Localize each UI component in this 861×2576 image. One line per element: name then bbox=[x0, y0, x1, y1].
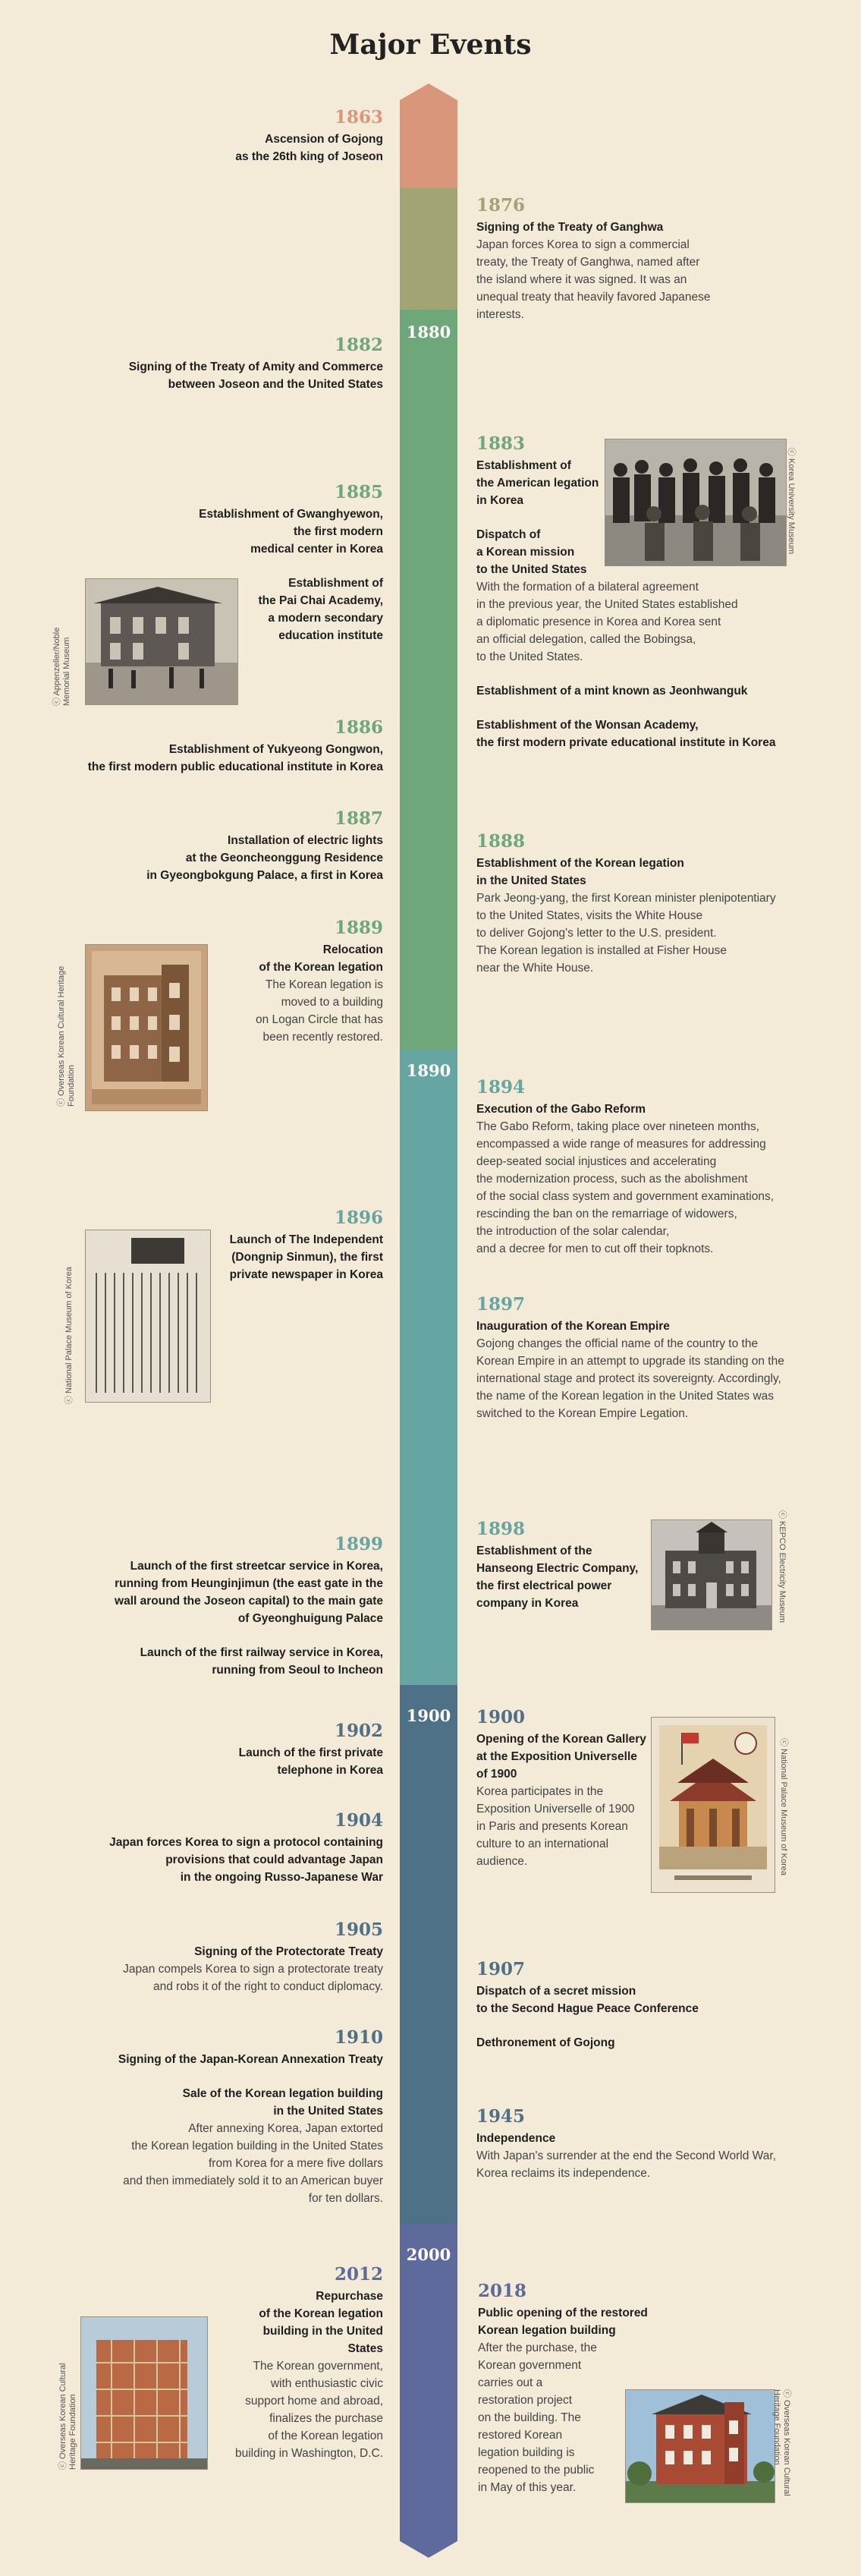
photo-credit: ⓒ National Palace Museum of Korea bbox=[64, 1267, 74, 1404]
event-heading: Signing of the Protectorate Treaty bbox=[194, 1945, 383, 1958]
photo-pai-chai-academy bbox=[85, 578, 238, 705]
event-heading: Dispatch of a Korean mission to the United States bbox=[476, 528, 587, 576]
event-1894 bbox=[476, 1076, 774, 1258]
year-label: 1863 bbox=[334, 107, 383, 128]
event-heading: Installation of electric lights at the Geoncheonggung Residence in Gyeongbokgung Palace, a first in Korea bbox=[146, 834, 383, 882]
event-1898 bbox=[476, 1518, 638, 1612]
bar-segment-2000 bbox=[400, 2224, 457, 2558]
year-label: 1894 bbox=[476, 1077, 526, 1097]
photo-credit: ⓒ KEPCO Electricity Museum bbox=[778, 1510, 787, 1623]
photo-legation-under-restoration bbox=[80, 2316, 208, 2470]
bar-segment-1863 bbox=[400, 83, 457, 188]
event-body: After annexing Korea, Japan extorted the Korean legation building in the United States from Korea for a mere five dollars and then immediately sold it to an American buyer for ten dollars. bbox=[123, 2122, 383, 2205]
event-1876 bbox=[476, 194, 711, 323]
year-label: 1905 bbox=[334, 1919, 383, 1940]
event-heading: Independence bbox=[476, 2132, 556, 2145]
photo-restored-legation-building bbox=[625, 2389, 775, 2503]
event-1910 bbox=[118, 2026, 383, 2207]
event-body: Japan forces Korea to sign a commercial treaty, the Treaty of Ganghwa, named after the island where it was signed. It was an unequal treaty that heavily favored Japanese interests. bbox=[476, 238, 711, 321]
event-1945 bbox=[476, 2105, 776, 2182]
event-1896 bbox=[230, 1207, 383, 1283]
event-1904 bbox=[109, 1809, 383, 1886]
photo-credit: ⓒ Overseas Korean Cultural Heritage Foundation bbox=[57, 965, 76, 1107]
event-heading: Establishment of the American legation in Korea bbox=[476, 459, 599, 507]
event-heading: Execution of the Gabo Reform bbox=[476, 1103, 646, 1116]
era-label-1900: 1900 bbox=[406, 1706, 451, 1725]
event-2012 bbox=[235, 2263, 383, 2462]
year-label: 1887 bbox=[334, 808, 383, 829]
event-heading: Establishment of the Wonsan Academy, the first modern private educational institute in Korea bbox=[476, 719, 776, 749]
event-heading: Launch of the first railway service in Korea, running from Seoul to Incheon bbox=[140, 1646, 383, 1677]
photo-logan-circle-building bbox=[85, 944, 208, 1111]
photo-the-independent-newspaper bbox=[85, 1230, 211, 1403]
event-1897 bbox=[476, 1293, 784, 1422]
year-label: 1897 bbox=[476, 1294, 526, 1315]
year-label: 2012 bbox=[334, 2264, 383, 2285]
year-label: 1886 bbox=[334, 717, 383, 738]
event-1899 bbox=[115, 1533, 383, 1679]
year-label: 2018 bbox=[478, 2281, 527, 2301]
event-heading: Public opening of the restored Korean legation building bbox=[478, 2307, 648, 2337]
event-body: Korea participates in the Exposition Universelle of 1900 in Paris and presents Korean culture to an international audience. bbox=[476, 1785, 635, 1868]
event-1907 bbox=[476, 1958, 699, 2052]
event-body: The Korean government, with enthusiastic civic support home and abroad, finalizes the purchase of the Korean legation building in Washington, D.C. bbox=[235, 2360, 383, 2460]
event-heading: Establishment of Yukyeong Gongwon, the first modern public educational institute in Korea bbox=[87, 743, 383, 773]
year-label: 1883 bbox=[476, 433, 526, 454]
photo-bobingsa-delegation bbox=[605, 439, 787, 566]
photo-credit: ⓒ Overseas Korean Cultural Heritage Foundation bbox=[772, 2389, 791, 2496]
event-heading: Signing of the Treaty of Amity and Commerce between Joseon and the United States bbox=[128, 361, 383, 391]
event-body: The Gabo Reform, taking place over nineteen months, encompassed a wide range of measures for addressing deep-seated social injustices and accelerating the modernization process, such as the abolishment of the social class system and government examinations, rescinding the ban on the remarriage of widowers, the introduction of the solar calendar, and a decree for men to cut off their topknots. bbox=[476, 1120, 774, 1255]
year-label: 1904 bbox=[334, 1810, 383, 1831]
event-1887 bbox=[146, 808, 383, 884]
event-body: After the purchase, the Korean government carries out a restoration project on the building. The restored Korean legation building is reopened to the public in May of this year. bbox=[478, 2341, 597, 2494]
event-heading: Establishment of the Pai Chai Academy, a modern secondary education institute bbox=[258, 577, 383, 642]
photo-credit: ⓒ Appenzeller/Noble Memorial Museum bbox=[52, 627, 71, 706]
photo-credit: ⓒ Overseas Korean Cultural Heritage Foundation bbox=[58, 2363, 77, 2470]
year-label: 1885 bbox=[334, 482, 383, 502]
event-body: Japan compels Korea to sign a protectorate treaty and robs it of the right to conduct diplomacy. bbox=[123, 1963, 383, 1993]
event-1863 bbox=[235, 106, 383, 165]
event-heading: Dethronement of Gojong bbox=[476, 2036, 615, 2049]
year-label: 1882 bbox=[334, 335, 383, 355]
event-body: With Japan's surrender at the end the Second World War, Korea reclaims its independence. bbox=[476, 2149, 776, 2180]
event-1882 bbox=[129, 334, 383, 393]
event-2018 bbox=[478, 2280, 648, 2496]
photo-exposition-korean-gallery bbox=[651, 1717, 775, 1893]
event-body: Park Jeong-yang, the first Korean minister plenipotentiary to the United States, visits the White House to deliver Gojong's letter to the U.S. president. The Korean legation is installed at Fisher House near the White House. bbox=[476, 892, 776, 975]
year-label: 1889 bbox=[334, 918, 383, 938]
event-1888 bbox=[476, 830, 776, 977]
event-heading: Establishment of the Hanseong Electric Company, the first electrical power company in Korea bbox=[476, 1545, 639, 1610]
event-heading: Establishment of the Korean legation in the United States bbox=[476, 857, 684, 887]
event-heading: Japan forces Korea to sign a protocol containing provisions that could advantage Japan in the ongoing Russo-Japanese War bbox=[109, 1836, 383, 1884]
event-heading: Launch of the first streetcar service in Korea, running from Heunginjimun (the east gate in the wall around the Joseon capital) to the main gate of Gyeonghuigung Palace bbox=[115, 1560, 383, 1625]
event-1902 bbox=[239, 1720, 383, 1779]
bar-segment-1900 bbox=[400, 1685, 457, 2312]
year-label: 1876 bbox=[476, 195, 526, 216]
year-label: 1945 bbox=[476, 2106, 526, 2127]
year-label: 1902 bbox=[334, 1721, 383, 1741]
event-1889 bbox=[256, 917, 383, 1046]
event-heading: Repurchase of the Korean legation building in the United States bbox=[259, 2290, 383, 2355]
page-title: Major Events bbox=[329, 29, 532, 61]
event-heading: Sale of the Korean legation building in the United States bbox=[182, 2087, 383, 2118]
event-body: With the formation of a bilateral agreement in the previous year, the United States established a diplomatic presence in Korea and Korea sent an official delegation, called the Bobingsa, to the United States. bbox=[476, 581, 738, 663]
year-label: 1910 bbox=[334, 2027, 383, 2048]
event-heading: Opening of the Korean Gallery at the Exposition Universelle of 1900 bbox=[476, 1733, 646, 1781]
event-heading: Establishment of Gwanghyewon, the first modern medical center in Korea bbox=[199, 508, 383, 556]
event-1905 bbox=[123, 1919, 383, 1995]
bar-segment-1880 bbox=[400, 310, 457, 1135]
timeline-bar bbox=[400, 83, 457, 2558]
event-body: The Korean legation is moved to a building on Logan Circle that has been recently restored. bbox=[255, 978, 383, 1044]
event-heading: Launch of the first private telephone in Korea bbox=[238, 1746, 383, 1777]
era-label-1880: 1880 bbox=[406, 323, 451, 342]
event-body: Gojong changes the official name of the country to the Korean Empire in an attempt to upgrade its standing on the international stage and protect its sovereignty. Accordingly, the name of the Korean legation in the United States was switched to the Korean Empire Legation. bbox=[476, 1337, 784, 1420]
photo-credit: ⓒ National Palace Museum of Korea bbox=[779, 1738, 788, 1875]
event-heading: Signing of the Japan-Korean Annexation Treaty bbox=[118, 2053, 383, 2066]
event-heading: Ascension of Gojong as the 26th king of Joseon bbox=[235, 133, 383, 163]
event-1886 bbox=[88, 716, 383, 776]
event-heading: Dispatch of a secret mission to the Second Hague Peace Conference bbox=[476, 1985, 699, 2015]
bar-segment-1890 bbox=[400, 1050, 457, 1775]
event-heading: Relocation of the Korean legation bbox=[259, 943, 383, 974]
event-heading: Launch of The Independent (Dongnip Sinmun), the first private newspaper in Korea bbox=[229, 1233, 383, 1281]
event-1900 bbox=[476, 1706, 646, 1870]
year-label: 1896 bbox=[334, 1208, 383, 1228]
era-label-1890: 1890 bbox=[406, 1061, 451, 1080]
photo-hanseong-electric-company bbox=[651, 1519, 772, 1630]
year-label: 1899 bbox=[334, 1534, 383, 1554]
event-heading: Establishment of a mint known as Jeonhwanguk bbox=[476, 685, 748, 698]
year-label: 1907 bbox=[476, 1959, 526, 1979]
year-label: 1888 bbox=[476, 831, 526, 852]
year-label: 1900 bbox=[476, 1707, 526, 1727]
event-heading: Signing of the Treaty of Ganghwa bbox=[476, 221, 664, 234]
bar-segment-1876 bbox=[400, 188, 457, 310]
year-label: 1898 bbox=[476, 1519, 526, 1539]
photo-credit: ⓒ Korea University Museum bbox=[787, 448, 796, 554]
event-heading: Inauguration of the Korean Empire bbox=[476, 1320, 670, 1333]
era-label-2000: 2000 bbox=[406, 2245, 451, 2264]
